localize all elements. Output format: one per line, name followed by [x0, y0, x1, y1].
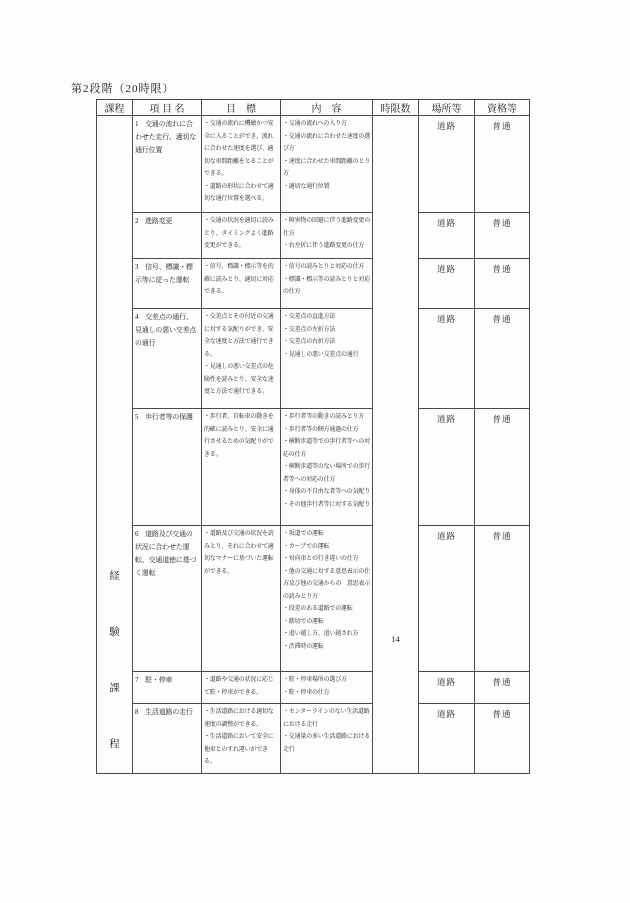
item-name-cell: 8 生活道路の走行	[133, 704, 202, 774]
goal-line: ・交通の状況を適切に読みとり、タイミングよく進路変更ができる。	[204, 218, 274, 249]
goal-cell	[202, 259, 281, 309]
qualification-cell: 普通	[475, 213, 530, 259]
qualification-cell: 普通	[475, 309, 530, 409]
col-header-hours: 時限数	[373, 100, 419, 116]
content-line: ・駐・停車の仕方	[283, 689, 330, 696]
content-cell	[281, 116, 373, 213]
goal-cell	[202, 116, 281, 213]
header-row	[97, 100, 530, 116]
table-row	[97, 213, 530, 259]
table-row	[97, 409, 530, 526]
qualification-cell: 普通	[475, 526, 530, 672]
place-cell: 道路	[419, 213, 475, 259]
table-row	[97, 704, 530, 774]
content-line: ・横断歩道等での歩行者等への対応の仕方	[283, 439, 371, 458]
place-cell: 道路	[419, 704, 475, 774]
goal-line: ・道路や交通の状況に応じて駐・停車ができる。	[204, 677, 274, 696]
qualification-cell: 普通	[475, 116, 530, 213]
place-cell: 道路	[419, 116, 475, 213]
qualification-cell: 普通	[475, 259, 530, 309]
table-row	[97, 526, 530, 672]
item-name-cell: 2 進路変更	[133, 213, 202, 259]
item-name-cell: 4 交差点の通行、見通しの悪い交差点の通行	[133, 309, 202, 409]
content-cell	[281, 672, 373, 704]
content-line: ・カーブでの運転	[283, 543, 330, 550]
content-line: ・交差点の左折方法	[283, 326, 336, 333]
col-header-item-name: 項 目 名	[133, 100, 202, 116]
content-line: ・センターラインのない生活道路における走行	[283, 709, 370, 728]
course-cell	[97, 116, 133, 774]
goal-line: ・交通の流れに機敏かつ安全に入ることができ、流れに合わせた速度を選び、適切な車間距離をとることができる。	[204, 121, 274, 177]
table-row	[97, 309, 530, 409]
place-cell: 道路	[419, 526, 475, 672]
content-line: ・交差点の直進方法	[283, 314, 336, 320]
qualification-cell: 普通	[475, 672, 530, 704]
content-line: ・他の交通に対する意思表示の仕方及び他の交通からの 意思表示の読みとり方	[283, 568, 371, 600]
content-line: ・見通しの悪い交差点の通行	[283, 351, 359, 358]
col-header-course: 課程	[97, 100, 133, 116]
item-name-cell: 3 信号、標識・標示等に従った運転	[133, 259, 202, 309]
content-line: ・身体の不自由な者等への気配り	[283, 489, 371, 495]
item-name-cell: 5 歩行者等の保護	[133, 409, 202, 526]
goal-line: ・道路の形状に合わせて適切な通行位置を選べる。	[204, 183, 274, 202]
curriculum-table-body	[97, 116, 530, 774]
content-line: ・歩行者等の動きの読みとり方	[283, 414, 365, 420]
col-header-place: 場所等	[419, 100, 475, 116]
col-header-content: 内 容	[281, 100, 373, 116]
content-line: ・坂道での運転	[283, 531, 324, 537]
item-name-cell: 1 交通の流れに合わせた走行、適切な通行位置	[133, 116, 202, 213]
content-line: ・歩行者等の側方通過の仕方	[283, 426, 359, 433]
goal-line: ・生活道路において安全に他車とのすれ違いができる。	[204, 734, 274, 765]
content-line: ・踏切での運転	[283, 618, 324, 625]
goal-line: ・歩行者、自転車の動きを的確に読みとり、安全に通行させるための気配りができる。	[204, 414, 274, 458]
place-cell: 道路	[419, 672, 475, 704]
place-cell: 道路	[419, 309, 475, 409]
course-label-char: 経	[109, 571, 120, 582]
content-line: ・標識・標示等の読みとりと対応の仕方	[283, 276, 371, 295]
content-line: ・横断歩道等のない場所での歩行者等への対応の仕方	[283, 464, 371, 483]
content-line: ・その他歩行者等に対する気配り	[283, 501, 371, 508]
content-cell	[281, 309, 373, 409]
goal-line: ・道路及び交通の状況を読みとり、それに合わせて適切なマナーに基づいた運転ができる。	[204, 531, 274, 575]
place-cell: 道路	[419, 409, 475, 526]
goal-line: ・生活道路における適切な速度の調整ができる。	[204, 709, 274, 728]
content-line: ・交通量の多い生活道路における走行	[283, 734, 371, 753]
goal-cell	[202, 409, 281, 526]
content-line: ・駐・停車場所の選び方	[283, 677, 347, 683]
table-row	[97, 672, 530, 704]
content-line: ・対向車との行き違いの仕方	[283, 556, 359, 562]
qualification-cell: 普通	[475, 409, 530, 526]
content-line: ・障害物の回避に伴う進路変更の仕方	[283, 218, 371, 237]
content-line: ・信号の読みとりと対応の仕方	[283, 264, 365, 270]
content-cell	[281, 259, 373, 309]
content-line: ・追い越し方、追い越され方	[283, 631, 359, 637]
goal-line: ・見通しの悪い交差点の危険性を読みとり、安全な速度と方法で通行できる。	[204, 364, 274, 395]
item-name-cell: 7 駐・停車	[133, 672, 202, 704]
content-line: ・交通の流れに合わせた速度の選び方	[283, 133, 371, 152]
goal-line: ・交差点とその付近の交通に対する気配りができ、安全な速度と方法で通行できる。	[204, 314, 274, 358]
course-vertical-label	[97, 570, 132, 751]
goal-cell	[202, 704, 281, 774]
content-line: ・右左折に伴う進路変更の仕方	[283, 243, 365, 249]
content-line: ・速度に合わせた車間距離のとり方	[283, 158, 371, 177]
curriculum-table-header	[97, 100, 530, 116]
page-title: 第2段階（20時限）	[71, 83, 175, 95]
content-line: ・交差点の右折方法	[283, 339, 336, 345]
content-cell	[281, 409, 373, 526]
place-cell: 道路	[419, 259, 475, 309]
content-line: ・交通の流れへの入り方	[283, 121, 347, 127]
content-line: ・渋滞時の運転	[283, 643, 324, 650]
content-cell	[281, 704, 373, 774]
goal-cell	[202, 213, 281, 259]
hours-total: 14	[391, 634, 400, 644]
item-name-cell: 6 道路及び交通の状況に合わせた運転、交通道徳に基づく運転	[133, 526, 202, 672]
qualification-cell: 普通	[475, 704, 530, 774]
content-line: ・段差のある道路での運転	[283, 606, 353, 612]
course-label-char: 験	[109, 627, 120, 638]
content-cell	[281, 213, 373, 259]
table-row	[97, 259, 530, 309]
curriculum-table	[96, 99, 530, 774]
hours-cell	[373, 116, 419, 774]
goal-line: ・信号、標識・標示等を的確に読みとり、適切に対応できる。	[204, 264, 274, 295]
content-line: ・適切な通行位置	[283, 183, 330, 190]
goal-cell	[202, 526, 281, 672]
course-label-char: 課	[109, 683, 120, 694]
course-label-char: 程	[109, 739, 120, 750]
col-header-goal: 目 標	[202, 100, 281, 116]
goal-cell	[202, 672, 281, 704]
content-cell	[281, 526, 373, 672]
goal-cell	[202, 309, 281, 409]
col-header-qualification: 資格等	[475, 100, 530, 116]
table-row	[97, 116, 530, 213]
